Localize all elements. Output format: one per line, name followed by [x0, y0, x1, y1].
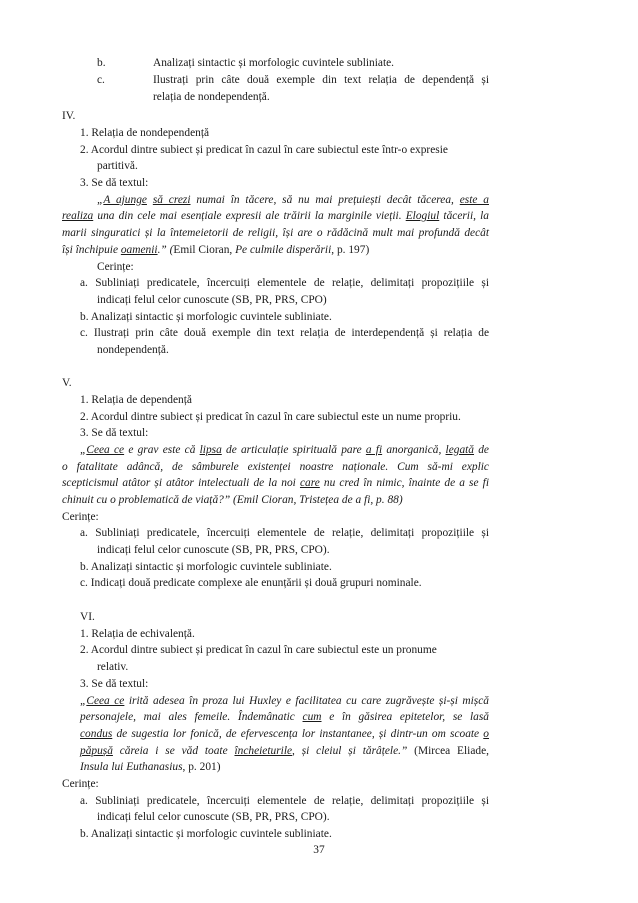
section-heading-v: V. — [62, 377, 72, 389]
requirement-c: c. Indicați două predicate complexe ale enunțării și două grupuri nominale. — [80, 577, 422, 589]
quote-line: personajele, mai ales femeile. Îndemânatic cum e în găsirea epitetelor, se lasă — [80, 711, 489, 723]
list-item: 1. Relația de dependență — [80, 394, 192, 406]
quote-line: condus de sugestia lor fonică, de efervescența lor instantanee, și dintr-un om scoate o — [80, 728, 489, 740]
list-item: 2. Acordul dintre subiect și predicat în cazul în care subiectul este un nume propriu. — [80, 411, 461, 423]
quote-line: scepticismul atâtor și atâtor intelectuali de la noi care nu cred în nimic, înainte de a se fi — [62, 477, 489, 489]
quote-line: „A ajunge să crezi numai în tăcere, să nu mai prețuiești decât tăcerea, este a — [97, 194, 489, 206]
item-text-b: Analizați sintactic și morfologic cuvintele subliniate. — [153, 57, 395, 69]
list-item: 2. Acordul dintre subiect și predicat în cazul în care subiectul este un pronume — [80, 644, 437, 656]
requirement-b: b. Analizați sintactic și morfologic cuvintele subliniate. — [80, 561, 332, 573]
section-heading-vi: VI. — [80, 611, 95, 623]
list-item: 3. Se dă textul: — [80, 177, 149, 189]
requirement-a-continuation: indicați felul celor cunoscute (SB, PR, PRS, CPO). — [97, 544, 330, 556]
quote-line: „Ceea ce e grav este că lipsa de articulație spirituală pare a fi anorganică, legată de — [80, 444, 489, 456]
quote-line: păpușă căreia i se văd toate încheieturile, și cleiul și tărâțele.” (Mircea Eliade, — [80, 745, 489, 757]
quote-line: Insula lui Euthanasius, p. 201) — [80, 761, 221, 773]
list-item: 2. Acordul dintre subiect și predicat în cazul în care subiectul este într-o expresie — [80, 144, 448, 156]
list-item-continuation: relativ. — [97, 661, 129, 673]
requirement-c: c. Ilustrați prin câte două exemple din text relația de interdependență și relația de — [80, 327, 489, 339]
requirement-a: a. Subliniați predicatele, încercuiți elementele de relație, delimitați propozițiile și — [80, 527, 489, 539]
item-text-c-line2: relația de nondependență. — [153, 91, 270, 103]
section-heading-iv: IV. — [62, 110, 76, 122]
item-text-c-line1: Ilustrați prin câte două exemple din text relația de dependență și — [153, 74, 489, 86]
list-item: 1. Relația de echivalență. — [80, 628, 195, 640]
requirement-a-continuation: indicați felul celor cunoscute (SB, PR, PRS, CPO) — [97, 294, 327, 306]
requirements-heading: Cerințe: — [62, 511, 99, 523]
requirement-c-continuation: nondependență. — [97, 344, 169, 356]
quote-line: o fatalitate adâncă, de sâmburele existenței noastre naționale. Cum să-mi explic — [62, 461, 489, 473]
requirement-b: b. Analizați sintactic și morfologic cuvintele subliniate. — [80, 311, 332, 323]
page-number: 37 — [313, 844, 325, 856]
requirement-a: a. Subliniați predicatele, încercuiți elementele de relație, delimitați propozițiile și — [80, 277, 489, 289]
list-item: 3. Se dă textul: — [80, 678, 149, 690]
requirements-heading: Cerințe: — [62, 778, 99, 790]
quote-line: „Ceea ce irită adesea în proza lui Huxley e facilitatea cu care zugrăvește și-și mișcă — [80, 695, 489, 707]
quote-line: își închipuie oamenii.” (Emil Cioran, Pe culmile disperării, p. 197) — [62, 244, 370, 256]
requirement-a-continuation: indicați felul celor cunoscute (SB, PR, PRS, CPO). — [97, 811, 330, 823]
quote-line: marii singuratici și la întemeietorii de religii, își are o rădăcină mult mai profundă decât — [62, 227, 489, 239]
list-item: 1. Relația de nondependență — [80, 127, 210, 139]
requirement-b: b. Analizați sintactic și morfologic cuvintele subliniate. — [80, 828, 332, 840]
item-label-b: b. — [97, 57, 106, 69]
list-item-continuation: partitivă. — [97, 160, 138, 172]
quote-line: realiza una din cele mai esențiale expresii ale trăirii la marginile vieții. Elogiul tăcerii, la — [62, 210, 489, 222]
item-label-c: c. — [97, 74, 105, 86]
quote-line: chinuit cu o problematică de viață?” (Emil Cioran, Tristețea de a fi, p. 88) — [62, 494, 403, 506]
requirements-heading: Cerințe: — [97, 261, 134, 273]
list-item: 3. Se dă textul: — [80, 427, 149, 439]
requirement-a: a. Subliniați predicatele, încercuiți elementele de relație, delimitați propozițiile și — [80, 795, 489, 807]
